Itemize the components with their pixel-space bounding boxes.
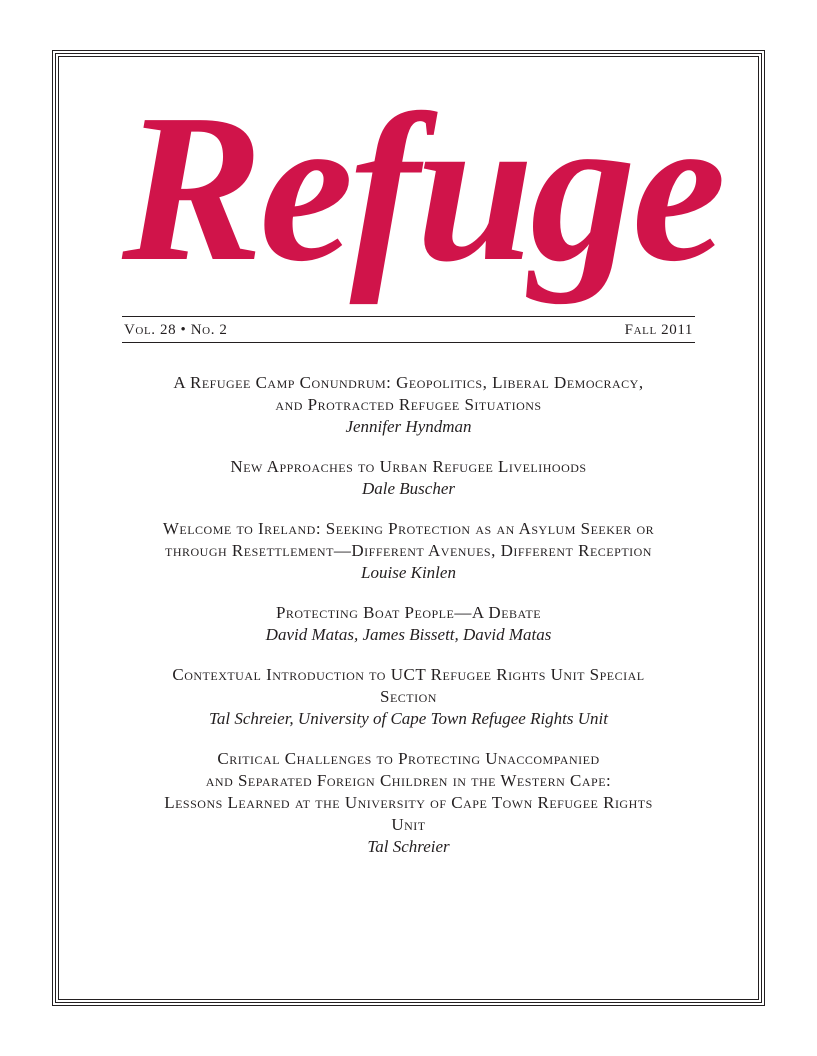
article-title-line: and Separated Foreign Children in the Western Cape: xyxy=(205,771,612,790)
journal-title: Refuge xyxy=(122,70,723,305)
article-title xyxy=(120,456,697,478)
article-title-line: New Approaches to Urban Refugee Livelihoods xyxy=(230,457,587,476)
article-author: Tal Schreier, University of Cape Town Refugee Rights Unit xyxy=(208,709,608,728)
article-entry xyxy=(120,748,697,858)
article-author: David Matas, James Bissett, David Matas xyxy=(265,625,552,644)
article-entry xyxy=(120,664,697,730)
table-of-contents xyxy=(120,372,697,876)
issue-rule-top xyxy=(122,316,695,317)
article-title-line: and Protracted Refugee Situations xyxy=(275,395,542,414)
article-author: Dale Buscher xyxy=(361,479,455,498)
article-title-line: Section xyxy=(380,687,437,706)
article-title-line: Lessons Learned at the University of Cape Town Refugee Rights xyxy=(164,793,653,812)
article-title xyxy=(120,518,697,562)
article-title-line: A Refugee Camp Conundrum: Geopolitics, Liberal Democracy, xyxy=(173,373,644,392)
article-title xyxy=(120,664,697,708)
article-entry xyxy=(120,456,697,500)
article-title-line: Welcome to Ireland: Seeking Protection as an Asylum Seeker or xyxy=(162,519,655,538)
article-title xyxy=(120,602,697,624)
article-title-line: Unit xyxy=(391,815,426,834)
volume-number: Vol. 28 • No. 2 xyxy=(124,321,228,338)
article-entry xyxy=(120,602,697,646)
article-author: Louise Kinlen xyxy=(361,563,456,582)
issue-date: Fall 2011 xyxy=(624,321,693,338)
article-entry xyxy=(120,372,697,438)
issue-rule-bottom xyxy=(122,342,695,343)
article-title-line: through Resettlement—Different Avenues, Different Reception xyxy=(165,541,652,560)
article-title xyxy=(120,748,697,836)
article-entry xyxy=(120,518,697,584)
article-title xyxy=(120,372,697,416)
article-title-line: Critical Challenges to Protecting Unaccompanied xyxy=(217,749,600,768)
article-author: Jennifer Hyndman xyxy=(345,417,472,436)
article-author: Tal Schreier xyxy=(367,837,450,856)
issue-info-bar xyxy=(124,320,693,340)
article-title-line: Protecting Boat People—A Debate xyxy=(275,603,542,622)
article-title-line: Contextual Introduction to UCT Refugee Rights Unit Special xyxy=(172,665,645,684)
